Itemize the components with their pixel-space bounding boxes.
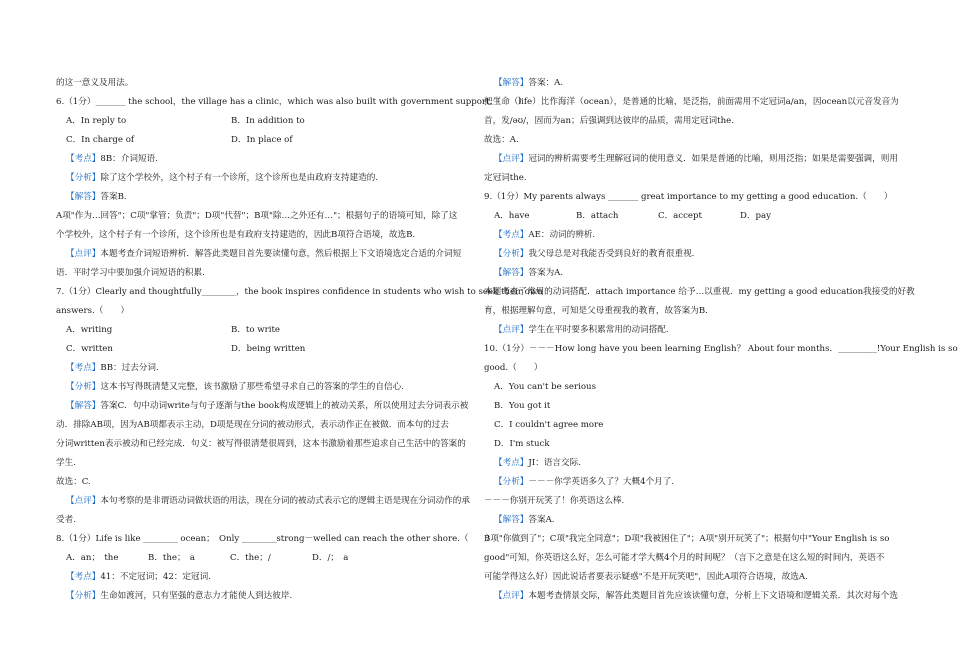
text-line bbox=[56, 207, 466, 226]
answer-option: A．writing bbox=[66, 325, 113, 335]
annotation-line bbox=[484, 264, 896, 283]
line-text: 学生在平时要多积累常用的动词搭配. bbox=[528, 325, 669, 335]
annotation-line bbox=[56, 587, 466, 606]
line-text: 6.（1分）_______ the school，the village has a clinic，which was also built with government support.（ ） bbox=[56, 97, 527, 107]
answer-options bbox=[56, 340, 466, 359]
annotation-line bbox=[484, 226, 896, 245]
annotation-line bbox=[484, 150, 896, 169]
section-tag: 【点评】 bbox=[494, 325, 529, 335]
annotation-line bbox=[484, 587, 896, 606]
line-text: BB：过去分词. bbox=[100, 363, 159, 373]
section-tag: 【点评】 bbox=[66, 496, 101, 506]
text-line bbox=[56, 511, 466, 530]
answer-options bbox=[56, 131, 466, 150]
line-text: 本题考查介词短语辨析．解答此类题目首先要读懂句意，然后根据上下文语境选定合适的介词短 bbox=[100, 249, 462, 259]
annotation-line bbox=[56, 245, 466, 264]
line-text: answers.（ ） bbox=[56, 306, 130, 316]
annotation-line bbox=[484, 245, 896, 264]
section-tag: 【点评】 bbox=[494, 154, 529, 164]
line-text: －－－你别开玩笑了！你英语这么棒. bbox=[484, 496, 625, 506]
line-text: 答案为A. bbox=[528, 268, 564, 278]
line-text: 答案：A. bbox=[528, 78, 564, 88]
annotation-line bbox=[484, 74, 896, 93]
answer-option: A．have bbox=[494, 211, 530, 221]
section-tag: 【考点】 bbox=[66, 154, 101, 164]
section-tag: 【分析】 bbox=[66, 173, 101, 183]
line-text: 把生命（life）比作海洋（ocean），是普通的比喻，是泛指，前面需用不定冠词a/an，因ocean以元音发音为 bbox=[484, 97, 899, 107]
annotation-line bbox=[484, 511, 896, 530]
answer-options bbox=[484, 378, 896, 397]
answer-option: C．I couldn't agree more bbox=[494, 420, 604, 430]
answer-options bbox=[484, 397, 896, 416]
text-line bbox=[56, 454, 466, 473]
section-tag: 【考点】 bbox=[66, 363, 101, 373]
answer-option: C．In charge of bbox=[66, 135, 135, 145]
text-line bbox=[484, 549, 896, 568]
line-text: JI：语言交际. bbox=[528, 458, 581, 468]
line-text: 育，根据理解句意，可知是父母重视我的教育，故答案为B. bbox=[484, 306, 708, 316]
text-line bbox=[56, 416, 466, 435]
section-tag: 【解答】 bbox=[66, 401, 101, 411]
right-column bbox=[484, 74, 958, 606]
section-tag: 【解答】 bbox=[66, 192, 101, 202]
answer-option: B．In addition to bbox=[231, 116, 305, 126]
annotation-line bbox=[56, 397, 469, 416]
text-line bbox=[56, 435, 466, 454]
line-text: 定冠词the. bbox=[484, 173, 527, 183]
line-text: 7.（1分）Clearly and thoughtfully________，the book inspires confidence in students who wish to seek their own bbox=[56, 287, 543, 297]
answer-option: C．the；/ bbox=[230, 553, 271, 563]
annotation-line bbox=[56, 568, 466, 587]
annotation-line bbox=[484, 321, 896, 340]
annotation-line bbox=[56, 188, 466, 207]
section-tag: 【解答】 bbox=[494, 515, 529, 525]
answer-options bbox=[484, 416, 896, 435]
line-text: 8B：介词短语. bbox=[100, 154, 158, 164]
annotation-line bbox=[484, 473, 896, 492]
line-text: 学生. bbox=[56, 458, 76, 468]
text-line bbox=[484, 131, 896, 150]
line-text: 8.（1分）Life is like ________ ocean； Only ________strong－welled can reach the other shore.（ ） bbox=[56, 534, 495, 544]
annotation-line bbox=[56, 150, 466, 169]
answer-option: D．I'm stuck bbox=[494, 439, 550, 449]
text-line bbox=[484, 568, 896, 587]
line-text: 除了这个学校外，这个村子有一个诊所，这个诊所也是由政府支持建造的. bbox=[100, 173, 379, 183]
answer-options bbox=[56, 321, 466, 340]
line-text: 本题考查情景交际，解答此类题目首先应该读懂句意，分析上下文语境和逻辑关系．其次对每个选 bbox=[528, 591, 898, 601]
line-text: 9.（1分）My parents always _______ great importance to my getting a good education.（ ） bbox=[484, 192, 893, 202]
text-line bbox=[56, 74, 466, 93]
annotation-line bbox=[56, 359, 466, 378]
text-line bbox=[484, 93, 899, 112]
line-text: 本题考查了常用的动词搭配．attach importance 给予…以重视．my getting a good education我接受的好教 bbox=[484, 287, 915, 297]
line-text: good"可知，你英语这么好，怎么可能才学大概4个月的时间呢？（言下之意是在这么短的时间内，英语不 bbox=[484, 553, 885, 563]
line-text: 可能学得这么好）因此说话者要表示疑惑"不是开玩笑吧"，因此A项符合语境，故选A. bbox=[484, 572, 808, 582]
answer-options bbox=[484, 207, 896, 226]
line-text: 这本书写得既清楚又完整，该书激励了那些希望寻求自己的答案的学生的自信心. bbox=[100, 382, 404, 392]
section-tag: 【点评】 bbox=[494, 591, 529, 601]
text-line bbox=[56, 302, 466, 321]
line-text: AE：动词的辨析. bbox=[528, 230, 596, 240]
answer-options bbox=[56, 112, 466, 131]
answer-option: C．written bbox=[66, 344, 113, 354]
text-line bbox=[484, 492, 896, 511]
answer-option: D．In place of bbox=[231, 135, 293, 145]
section-tag: 【解答】 bbox=[494, 78, 529, 88]
answer-option: A．You can't be serious bbox=[494, 382, 596, 392]
answer-option: B．You got it bbox=[494, 401, 551, 411]
line-text: 语．平时学习中要加强介词短语的积累. bbox=[56, 268, 205, 278]
text-line bbox=[56, 530, 495, 549]
text-line bbox=[56, 264, 466, 283]
answer-option: D．pay bbox=[740, 211, 771, 221]
line-text: 受者. bbox=[56, 515, 76, 525]
text-line bbox=[484, 359, 896, 378]
answer-options bbox=[484, 435, 896, 454]
answer-option: B．the； a bbox=[148, 553, 195, 563]
section-tag: 【点评】 bbox=[66, 249, 101, 259]
line-text: B项"你做到了"；C项"我完全同意"；D项"我被困住了"；A项"别开玩笑了"；根据句中"Your English is so bbox=[484, 534, 890, 544]
line-text: 41：不定冠词；42：定冠词. bbox=[100, 572, 211, 582]
line-text: 答案A. bbox=[528, 515, 555, 525]
text-line bbox=[56, 93, 527, 112]
text-line bbox=[56, 226, 466, 245]
line-text: 冠词的辨析需要考生理解冠词的使用意义．如果是普通的比喻，则用泛指；如果是需要强调，则用 bbox=[528, 154, 898, 164]
answer-option: A．In reply to bbox=[66, 116, 127, 126]
text-line bbox=[56, 473, 466, 492]
answer-option: D．being written bbox=[231, 344, 306, 354]
section-tag: 【考点】 bbox=[494, 230, 529, 240]
annotation-line bbox=[56, 169, 466, 188]
annotation-line bbox=[56, 492, 470, 511]
text-line bbox=[484, 302, 896, 321]
line-text: A项"作为…回答"；C项"掌管；负责"；D项"代替"；B项"除…之外还有…"；根据句子的语境可知，除了这 bbox=[56, 211, 458, 221]
text-line bbox=[484, 188, 896, 207]
text-line bbox=[484, 169, 896, 188]
line-text: 本句考察的是非谓语动词做状语的用法，现在分词的被动式表示它的逻辑主语是现在分词动作的承 bbox=[100, 496, 470, 506]
line-text: 动．排除AB项，因为AB项都表示主动，D项是现在分词的被动形式，表示动作正在被做．而本句的过去 bbox=[56, 420, 449, 430]
text-line bbox=[484, 340, 958, 359]
line-text: 答案B. bbox=[100, 192, 127, 202]
line-text: 首，发/əʊ/，固而为an；后强调到达彼岸的品质，需用定冠词the. bbox=[484, 116, 734, 126]
text-line bbox=[56, 283, 543, 302]
answer-options bbox=[56, 549, 466, 568]
line-text: 答案C．句中动词write与句子逐渐与the book构成逻辑上的被动关系，所以使用过去分词表示被 bbox=[100, 401, 469, 411]
section-tag: 【分析】 bbox=[66, 591, 101, 601]
line-text: －－－你学英语多久了？大概4个月了. bbox=[528, 477, 675, 487]
line-text: 的这一意义及用法。 bbox=[56, 78, 134, 88]
line-text: 生命如渡河，只有坚强的意志力才能使人到达彼岸. bbox=[100, 591, 293, 601]
section-tag: 【解答】 bbox=[494, 268, 529, 278]
section-tag: 【分析】 bbox=[494, 477, 529, 487]
text-line bbox=[484, 112, 896, 131]
section-tag: 【分析】 bbox=[66, 382, 101, 392]
line-text: 故选：C. bbox=[56, 477, 91, 487]
line-text: 我父母总是对我能否受到良好的教育很重视. bbox=[528, 249, 695, 259]
annotation-line bbox=[484, 454, 896, 473]
answer-option: B．attach bbox=[576, 211, 619, 221]
line-text: good.（ ） bbox=[484, 363, 543, 373]
section-tag: 【考点】 bbox=[494, 458, 529, 468]
answer-option: C．accept bbox=[658, 211, 702, 221]
text-line bbox=[484, 530, 896, 549]
section-tag: 【分析】 bbox=[494, 249, 529, 259]
answer-option: B．to write bbox=[231, 325, 281, 335]
answer-option: D．/； a bbox=[312, 553, 349, 563]
line-text: 故选：A. bbox=[484, 135, 519, 145]
annotation-line bbox=[56, 378, 466, 397]
answer-option: A．an； the bbox=[66, 553, 119, 563]
line-text: 个学校外，这个村子有一个诊所，这个诊所也是有政府支持建造的，因此B项符合语境，故选B. bbox=[56, 230, 416, 240]
section-tag: 【考点】 bbox=[66, 572, 101, 582]
text-line bbox=[484, 283, 915, 302]
line-text: 分词written表示被动和已经完成．句义：被写得很清楚很周到，这本书激励着那些追求自己生活中的答案的 bbox=[56, 439, 466, 449]
line-text: 10.（1分）－－－How long have you been learning English？ About four months．_________!Your English is so bbox=[484, 344, 958, 354]
